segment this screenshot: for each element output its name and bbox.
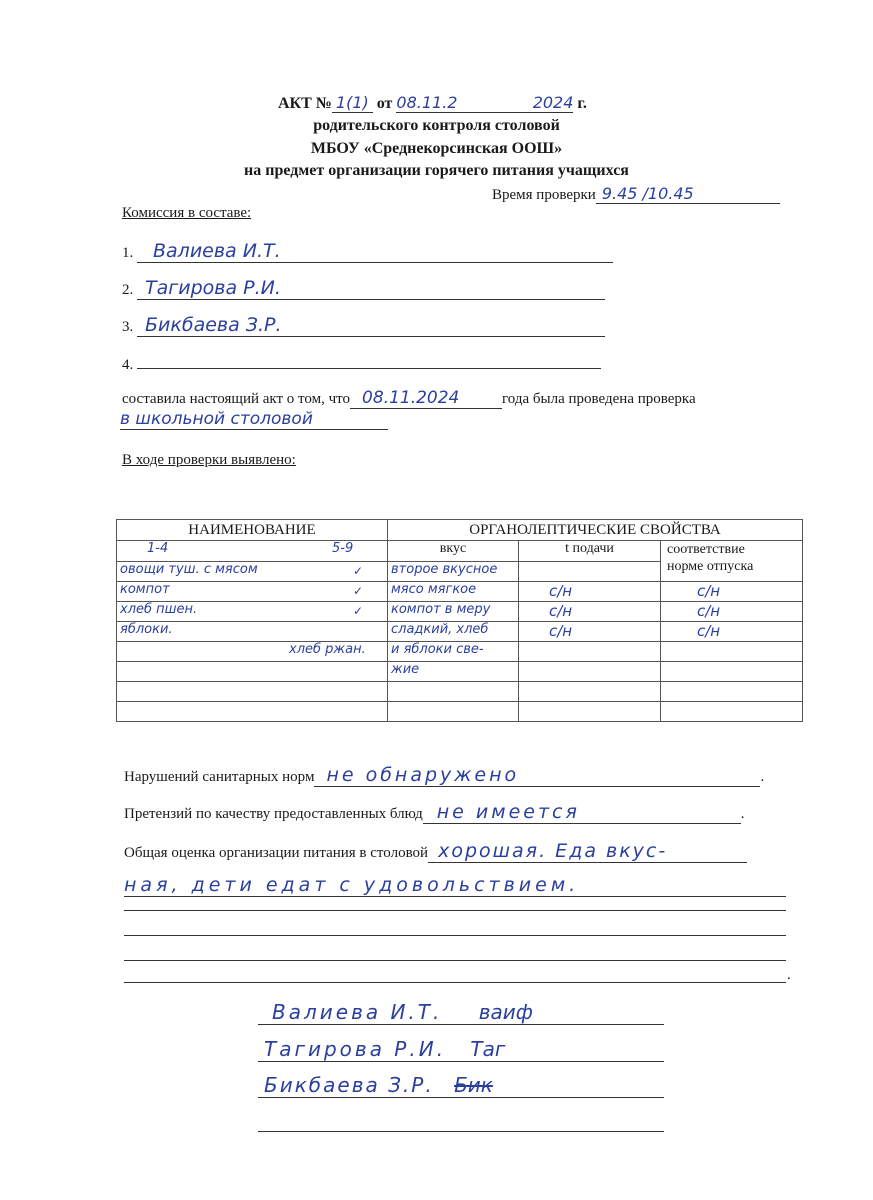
- member-number: 3.: [122, 319, 134, 335]
- check-mark: ✓: [352, 584, 363, 598]
- violations-value: не обнаружено: [314, 764, 760, 787]
- check-time: [492, 184, 780, 204]
- grades-right: 5-9: [332, 541, 354, 556]
- col-header-norm: [661, 541, 803, 582]
- violations-label: Нарушений санитарных норм: [124, 769, 315, 785]
- act-from: от: [376, 95, 393, 112]
- member-number: 1.: [122, 245, 134, 261]
- signature-line: [258, 1000, 664, 1025]
- member-name: Бикбаева З.Р.: [137, 314, 605, 337]
- col-header-taste: вкус: [388, 541, 519, 562]
- overall-value-1: хорошая. Еда вкус-: [428, 840, 747, 863]
- check-time-label: Время проверки: [492, 187, 596, 203]
- title-line-2: родительского контроля столовой: [313, 117, 560, 134]
- signature-line: [258, 1037, 664, 1062]
- check-time-value: 9.45 /10.45: [596, 184, 780, 204]
- act-date-day: 08.11.2: [396, 93, 521, 113]
- statement-line: [122, 388, 696, 409]
- act-date-year: 2024: [521, 93, 573, 113]
- statement-suffix: года была проведена проверка: [502, 391, 696, 407]
- statement-place: в школьной столовой: [120, 409, 388, 430]
- table-row: [117, 642, 803, 662]
- item-name: овощи туш. с мясом: [120, 562, 258, 577]
- blank-line: [124, 960, 786, 961]
- commission-member: [122, 350, 601, 374]
- inspection-table: [116, 519, 803, 722]
- item-name: яблоки.: [120, 622, 173, 637]
- item-temp: с/н: [549, 602, 573, 620]
- findings-label: В ходе проверки выявлено:: [122, 452, 296, 468]
- table-row: [117, 662, 803, 682]
- claims-value: не имеется: [423, 801, 741, 824]
- item-norm: с/н: [697, 602, 721, 620]
- commission-member: [122, 240, 613, 263]
- grades-left: 1-4: [147, 541, 169, 556]
- item-temp: с/н: [549, 622, 573, 640]
- item-taste: и яблоки све-: [391, 642, 484, 657]
- col-header-temp: t подачи: [519, 541, 661, 562]
- claims-label: Претензий по качеству предоставленных блюд: [124, 806, 423, 822]
- signature-name: Валиева И.Т.: [272, 1000, 443, 1024]
- statement-prefix: составила настоящий акт о том, что: [122, 391, 351, 407]
- member-number: 2.: [122, 282, 134, 298]
- item-taste: второе вкусное: [391, 562, 498, 577]
- grades-cell: [117, 541, 388, 562]
- overall-value-2: ная, дети едат с удовольствием.: [124, 874, 786, 897]
- item-name: компот: [120, 582, 170, 597]
- item-taste: мясо мягкое: [391, 582, 477, 597]
- signature-mark: ваиф: [478, 1000, 533, 1024]
- overall-label: Общая оценка организации питания в столовой: [124, 845, 429, 861]
- signature-mark: Бик: [454, 1073, 493, 1097]
- signature-mark: Таг: [470, 1037, 506, 1061]
- commission-member: [122, 277, 605, 300]
- col-header-name: НАИМЕНОВАНИЕ: [117, 520, 388, 541]
- signature-line: [258, 1131, 664, 1132]
- act-title-line: [278, 93, 587, 113]
- item-temp: с/н: [549, 582, 573, 600]
- commission-member: [122, 314, 605, 337]
- act-number: 1(1): [332, 93, 373, 113]
- end-period: .: [787, 967, 791, 983]
- blank-line: [124, 935, 786, 936]
- overall-line: [124, 840, 747, 863]
- col-header-props: ОРГАНОЛЕПТИЧЕСКИЕ СВОЙСТВА: [388, 520, 803, 541]
- signature-name: Тагирова Р.И.: [264, 1037, 447, 1061]
- title-line-4: на предмет организации горячего питания учащихся: [244, 162, 629, 179]
- item-taste: компот в меру: [391, 602, 491, 617]
- table-row: [117, 602, 803, 622]
- item-name: хлеб ржан.: [289, 642, 366, 657]
- col-header-norm-1: соответствие: [667, 542, 745, 557]
- statement-date: 08.11.2024: [350, 388, 502, 409]
- table-row: [117, 582, 803, 602]
- item-norm: с/н: [697, 582, 721, 600]
- col-header-norm-2: норме отпуска: [667, 559, 754, 574]
- item-taste: жие: [391, 662, 420, 677]
- claims-line: Претензий по качеству предоставленных блюд не имеется .: [124, 801, 745, 823]
- act-year-suffix: г.: [577, 95, 587, 112]
- table-row: [117, 682, 803, 702]
- act-prefix: АКТ №: [278, 95, 332, 112]
- check-mark: ✓: [352, 564, 363, 578]
- commission-label: Комиссия в составе:: [122, 205, 252, 221]
- member-number: 4.: [122, 357, 134, 373]
- member-name: Тагирова Р.И.: [137, 277, 605, 300]
- blank-line: [124, 910, 786, 911]
- signature-name: Бикбаева З.Р.: [264, 1073, 434, 1097]
- table-row: [117, 702, 803, 722]
- table-row: [117, 622, 803, 642]
- signature-line: [258, 1073, 664, 1098]
- violations-line: Нарушений санитарных норм не обнаружено .: [124, 764, 765, 786]
- title-line-3: МБОУ «Среднекорсинская ООШ»: [310, 140, 563, 157]
- check-mark: ✓: [352, 604, 363, 618]
- item-taste: сладкий, хлеб: [391, 622, 489, 637]
- member-name: Валиева И.Т.: [137, 240, 613, 263]
- item-norm: с/н: [697, 622, 721, 640]
- item-name: хлеб пшен.: [120, 602, 198, 617]
- blank-line: [124, 982, 786, 983]
- member-name: [137, 350, 601, 369]
